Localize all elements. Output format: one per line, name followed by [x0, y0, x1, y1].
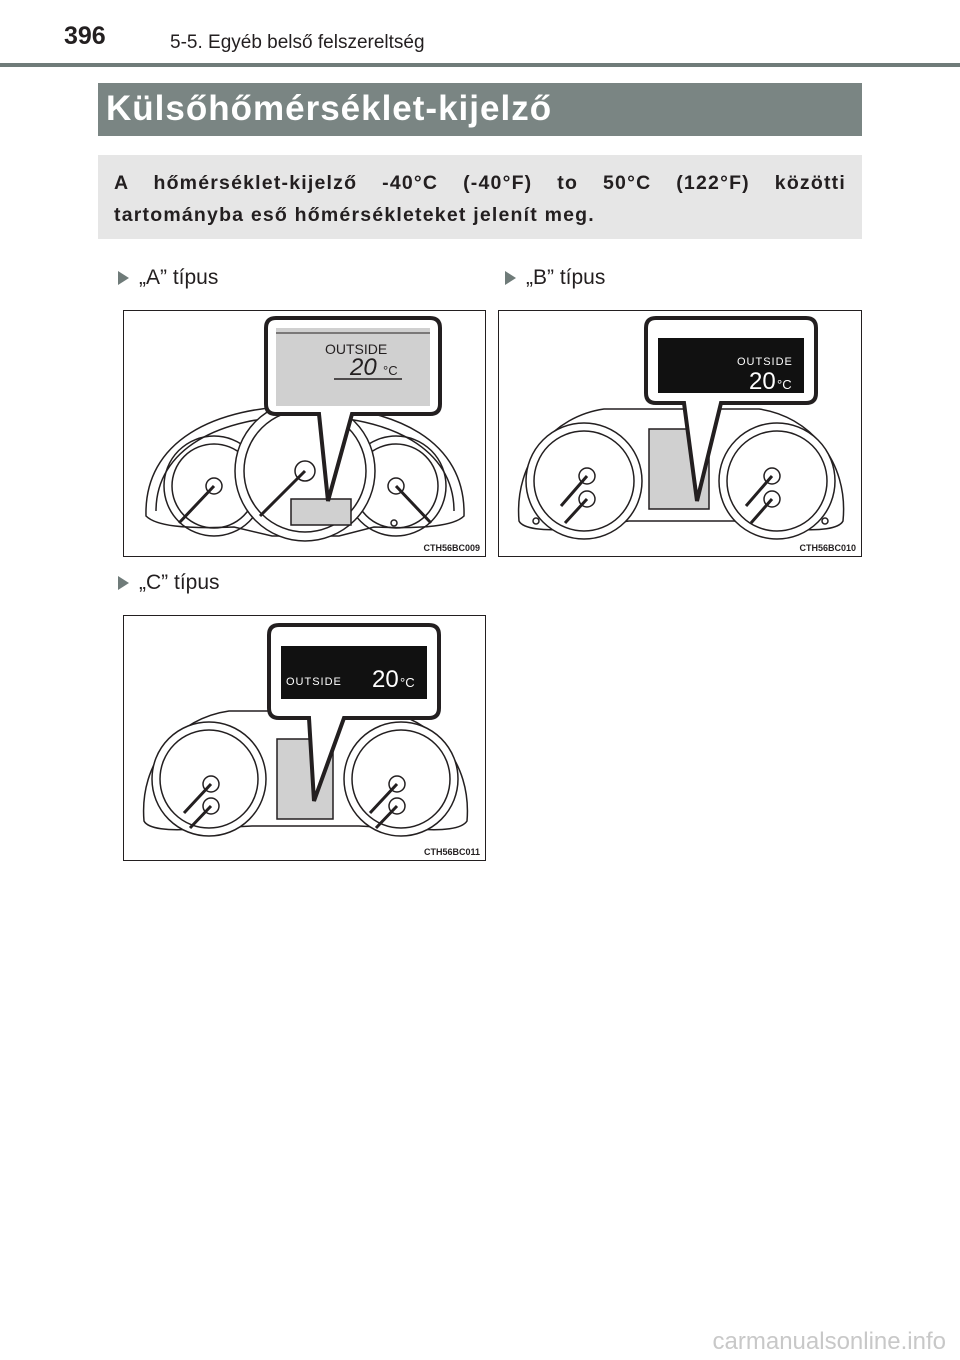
cluster-b-temp-unit: °C — [777, 377, 792, 392]
header-rule — [0, 63, 960, 67]
bullet-triangle-icon — [505, 271, 516, 285]
figure-type-a — [123, 310, 486, 557]
chapter-title: 5-5. Egyéb belső felszereltség — [170, 32, 425, 53]
watermark: carmanualsonline.info — [712, 1328, 946, 1355]
cluster-c-outside-text: OUTSIDE — [286, 676, 342, 688]
cluster-b-temp-value: 20 — [749, 368, 776, 395]
cluster-c-temp-value: 20 — [372, 666, 399, 693]
cluster-a-outside-text: OUTSIDE — [325, 341, 388, 357]
cluster-b-illustration — [499, 311, 862, 557]
cluster-c-temp-unit: °C — [400, 675, 415, 690]
cluster-a-temp-value: 20 — [350, 354, 377, 381]
bullet-triangle-icon — [118, 271, 129, 285]
figure-code-b: CTH56BC010 — [799, 543, 856, 553]
section-title-bar — [98, 83, 862, 136]
type-a-label — [118, 266, 218, 290]
figure-type-b — [498, 310, 862, 557]
figure-code-c: CTH56BC011 — [423, 847, 480, 857]
type-c-label — [118, 571, 220, 595]
type-c-label-text: „C” típus — [139, 571, 220, 594]
cluster-c-illustration — [124, 616, 486, 861]
type-b-label-text: „B” típus — [526, 266, 606, 289]
figure-type-c — [123, 615, 486, 861]
cluster-a-temp-unit: °C — [383, 363, 398, 378]
intro-box — [98, 155, 862, 239]
section-title: Külsőhőmérséklet-kijelző — [106, 89, 553, 128]
type-a-label-text: „A” típus — [139, 266, 219, 289]
cluster-a-illustration — [124, 311, 486, 557]
bullet-triangle-icon — [118, 576, 129, 590]
figure-code-a: CTH56BC009 — [423, 543, 480, 553]
cluster-b-outside-text: OUTSIDE — [737, 356, 793, 368]
intro-text: A hőmérséklet-kijelző -40°C (-40°F) to 50°C (122°F) közötti tartományba eső hőmérsékleteket jelenít meg. — [114, 172, 846, 226]
page-number: 396 — [64, 22, 106, 50]
type-b-label — [505, 266, 605, 290]
